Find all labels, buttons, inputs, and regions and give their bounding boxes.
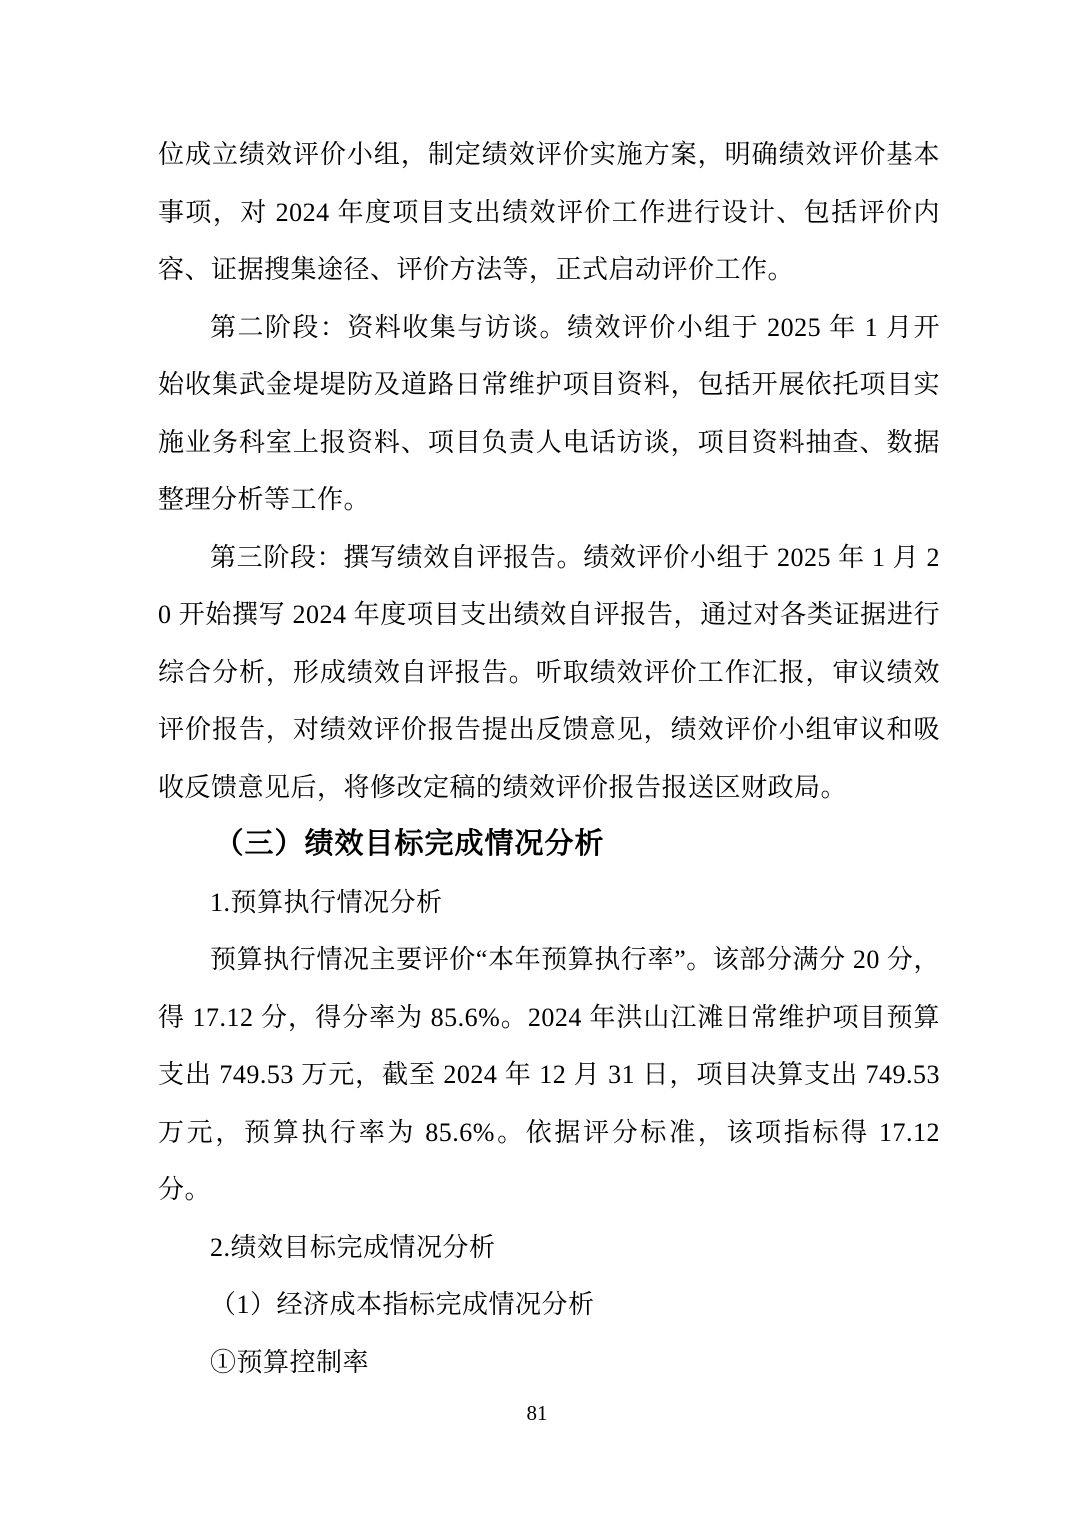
subheading-economic-cost-indicator: （1）经济成本指标完成情况分析 (210, 1290, 595, 1319)
subheading-budget-control-rate: ①预算控制率 (210, 1347, 370, 1377)
paragraph-phase1-continuation: 位成立绩效评价小组，制定绩效评价实施方案，明确绩效评价基本事项，对 2024 年度项目支出绩效评价工作进行设计、包括评价内容、证据搜集途径、评价方法等，正式启动评价工作。 (158, 140, 940, 284)
page-number: 81 (526, 1401, 548, 1425)
paragraph-budget-execution-detail: 预算执行情况主要评价“本年预算执行率”。该部分满分 20 分，得 17.12 分，得分率为 85.6%。2024 年洪山江滩日常维护项目预算支出 749.53 万元，截至 2024 年 12 月 31 日，项目决算支出 749.53 万元，预算执行率为 85.6%。依据评分标准，该项指标得 17.12 分。 (158, 945, 940, 1204)
subheading-budget-execution-analysis: 1.预算执行情况分析 (210, 887, 443, 917)
subheading-performance-target-completion: 2.绩效目标完成情况分析 (210, 1232, 496, 1262)
document-content (158, 126, 940, 1391)
paragraph-phase2-data-collection: 第二阶段：资料收集与访谈。绩效评价小组于 2025 年 1 月开始收集武金堤堤防及道路日常维护项目资料，包括开展依托项目实施业务科室上报资料、项目负责人电话访谈，项目资料抽查、数据整理分析等工作。 (158, 312, 940, 514)
paragraph-phase3-report-writing: 第三阶段：撰写绩效自评报告。绩效评价小组于 2025 年 1 月 20 开始撰写 2024 年度项目支出绩效自评报告，通过对各类证据进行综合分析，形成绩效自评报告。听取绩效评价工作汇报，审议绩效评价报告，对绩效评价报告提出反馈意见，绩效评价小组审议和吸收反馈意见后，将修改定稿的绩效评价报告报送区财政局。 (158, 542, 940, 802)
section-heading-performance-target-analysis: （三）绩效目标完成情况分析 (214, 828, 605, 860)
